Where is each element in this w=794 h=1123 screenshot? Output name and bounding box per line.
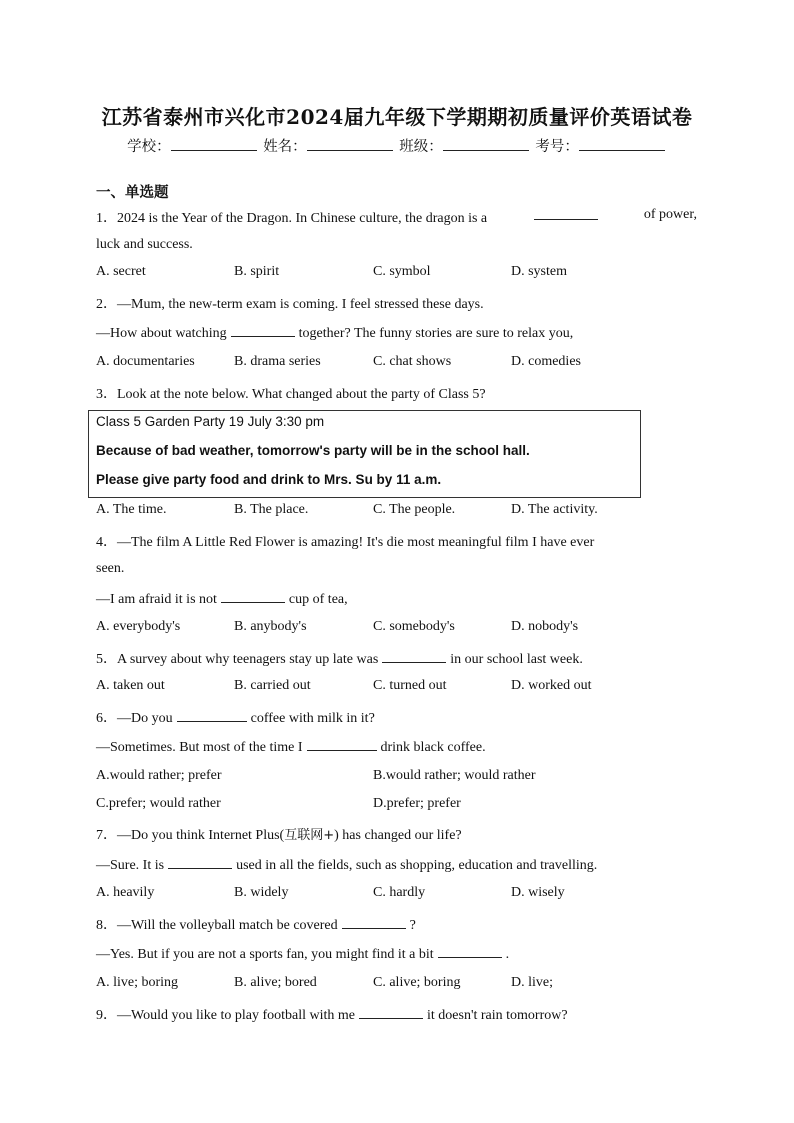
option-d[interactable]: D. worked out	[511, 678, 592, 693]
dialogue-text: .	[505, 947, 510, 962]
name-label: 姓名：	[263, 139, 307, 155]
question-number: 7．	[96, 828, 117, 843]
option-b[interactable]: B. carried out	[234, 678, 311, 693]
question-5	[96, 648, 583, 668]
question-text: 2024 is the Year of the Dragon. In Chinese culture, the dragon is a	[117, 211, 488, 226]
dialogue-text: —Sometimes. But most of the time I	[96, 740, 303, 755]
exam-number-field[interactable]	[579, 136, 665, 151]
question-6	[96, 707, 375, 727]
question-text: A survey about why teenagers stay up late was	[117, 652, 379, 667]
option-a[interactable]: A. secret	[96, 264, 146, 279]
option-b[interactable]: B. anybody's	[234, 619, 307, 634]
question-number: 6．	[96, 711, 117, 726]
question-number: 8．	[96, 918, 117, 933]
note-line-2: Because of bad weather, tomorrow's party will be in the school hall.	[96, 443, 530, 458]
option-c[interactable]: C. alive; boring	[373, 975, 461, 990]
dialogue-text: used in all the fields, such as shopping, education and travelling.	[236, 858, 598, 873]
question-dialogue-line	[96, 945, 509, 963]
question-text-continued: seen.	[96, 561, 125, 576]
question-text: of power,	[643, 207, 697, 222]
exam-number-label: 考号：	[535, 139, 579, 155]
question-text: in our school last week.	[450, 652, 583, 667]
option-d[interactable]: D. wisely	[511, 885, 565, 900]
page-title: 江苏省泰州市兴化市2024届九年级下学期期初质量评价英语试卷	[101, 105, 693, 129]
question-text: —Do you think Internet Plus(	[117, 828, 285, 843]
note-line-3: Please give party food and drink to Mrs. Su by 11 a.m.	[96, 472, 442, 487]
answer-blank[interactable]	[168, 856, 232, 869]
question-dialogue-line	[96, 590, 348, 608]
class-field[interactable]	[443, 136, 529, 151]
question-number: 3．	[96, 387, 117, 402]
option-a[interactable]: A. live; boring	[96, 975, 179, 990]
dialogue-text: —How about watching	[96, 326, 227, 341]
question-text-continued: luck and success.	[96, 237, 193, 252]
question-text: —Will the volleyball match be covered	[117, 918, 338, 933]
question-text: —The film A Little Red Flower is amazing! It's die most meaningful film I have ever	[117, 535, 595, 550]
option-a[interactable]: A. heavily	[96, 885, 155, 900]
option-a[interactable]: A. everybody's	[96, 619, 181, 634]
option-a[interactable]: A.would rather; prefer	[96, 768, 222, 783]
question-number: 1．	[96, 211, 117, 226]
question-7	[96, 824, 462, 844]
dialogue-text: together? The funny stories are sure to relax you,	[298, 326, 574, 341]
question-text: it doesn't rain tomorrow?	[427, 1008, 568, 1023]
section-title: 一、单选题	[96, 185, 169, 201]
option-d[interactable]: D.prefer; prefer	[373, 796, 461, 811]
question-text: ) has changed our life?	[334, 828, 462, 843]
question-number: 2．	[96, 297, 117, 312]
question-2	[96, 293, 484, 313]
option-a[interactable]: A. The time.	[96, 502, 167, 517]
student-info-row	[0, 135, 794, 156]
option-b[interactable]: B. drama series	[234, 354, 321, 369]
answer-blank[interactable]	[382, 650, 446, 663]
dialogue-text: —I am afraid it is not	[96, 592, 217, 607]
option-b[interactable]: B. The place.	[234, 502, 309, 517]
answer-blank[interactable]	[534, 207, 598, 220]
question-1	[96, 207, 697, 227]
option-d[interactable]: D. The activity.	[511, 502, 598, 517]
option-b[interactable]: B. alive; bored	[234, 975, 317, 990]
option-d[interactable]: D. system	[511, 264, 567, 279]
question-8	[96, 914, 416, 934]
question-text: —Would you like to play football with me	[117, 1008, 356, 1023]
question-text: ?	[409, 918, 416, 933]
option-c[interactable]: C. symbol	[373, 264, 431, 279]
option-c[interactable]: C. turned out	[373, 678, 447, 693]
answer-blank[interactable]	[359, 1006, 423, 1019]
option-b[interactable]: B. spirit	[234, 264, 280, 279]
option-c[interactable]: C. hardly	[373, 885, 426, 900]
question-4	[96, 531, 594, 551]
option-d[interactable]: D. comedies	[511, 354, 581, 369]
option-a[interactable]: A. taken out	[96, 678, 165, 693]
question-text: —Do you	[117, 711, 173, 726]
answer-blank[interactable]	[177, 709, 247, 722]
option-c[interactable]: C.prefer; would rather	[96, 796, 221, 811]
question-number: 5．	[96, 652, 117, 667]
option-c[interactable]: C. chat shows	[373, 354, 452, 369]
dialogue-text: —Sure. It is	[96, 858, 165, 873]
question-dialogue-line	[96, 324, 573, 342]
dialogue-text: drink black coffee.	[380, 740, 486, 755]
school-field[interactable]	[171, 136, 257, 151]
option-d[interactable]: D. nobody's	[511, 619, 579, 634]
answer-blank[interactable]	[221, 590, 285, 603]
question-dialogue-line	[96, 856, 597, 874]
school-label: 学校：	[127, 139, 171, 155]
question-text: —Mum, the new-term exam is coming. I feel stressed these days.	[117, 297, 484, 312]
option-c[interactable]: C. The people.	[373, 502, 456, 517]
answer-blank[interactable]	[438, 945, 502, 958]
question-number: 4．	[96, 535, 117, 550]
dialogue-text: —Yes. But if you are not a sports fan, you might find it a bit	[96, 947, 434, 962]
question-text: coffee with milk in it?	[250, 711, 375, 726]
class-label: 班级：	[399, 139, 443, 155]
option-b[interactable]: B.would rather; would rather	[373, 768, 536, 783]
question-text: Look at the note below. What changed about the party of Class 5?	[117, 387, 486, 402]
question-9	[96, 1004, 568, 1024]
answer-blank[interactable]	[307, 738, 377, 751]
question-text-cjk: 互联网+	[284, 828, 335, 843]
name-field[interactable]	[307, 136, 393, 151]
note-line-1: Class 5 Garden Party 19 July 3:30 pm	[96, 414, 325, 429]
option-a[interactable]: A. documentaries	[96, 354, 195, 369]
answer-blank[interactable]	[342, 916, 406, 929]
question-dialogue-line	[96, 738, 486, 756]
option-c[interactable]: C. somebody's	[373, 619, 455, 634]
dialogue-text: cup of tea,	[288, 592, 348, 607]
option-b[interactable]: B. widely	[234, 885, 289, 900]
question-number: 9．	[96, 1008, 117, 1023]
answer-blank[interactable]	[231, 324, 295, 337]
option-d[interactable]: D. live;	[511, 975, 553, 990]
question-3	[96, 383, 486, 403]
